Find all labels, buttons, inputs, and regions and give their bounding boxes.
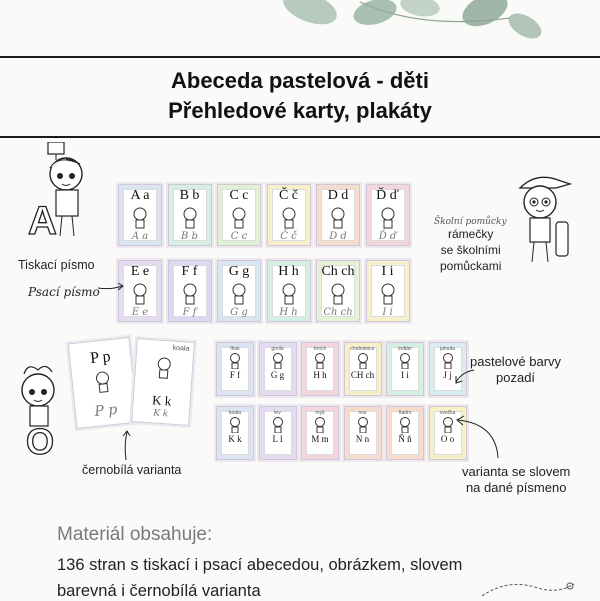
card-figure-icon — [93, 370, 113, 394]
label-pastelove-barvy: pastelové barvy pozadí — [470, 354, 562, 385]
pastel-card — [168, 184, 212, 246]
card-word: chobotnice — [350, 346, 375, 352]
pastel-card — [217, 184, 261, 246]
bw-card-k — [131, 338, 195, 426]
card-print-letter: A a — [130, 188, 150, 203]
word-card — [259, 342, 297, 396]
card-figure-icon — [271, 417, 285, 433]
card-cursive-letter: B b — [181, 231, 198, 242]
pastel-card — [118, 184, 162, 246]
card-print-letter: Č č — [278, 188, 299, 203]
card-print-letter: K k — [228, 434, 242, 444]
doodle-decoration — [478, 578, 578, 600]
card-print-letter: G g — [228, 264, 250, 279]
card-print-letter: Ch ch — [321, 264, 355, 279]
card-print-letter: N n — [355, 434, 370, 444]
pastel-card — [316, 184, 360, 246]
card-print-letter: F f — [229, 370, 241, 380]
word-card — [344, 342, 382, 396]
arrow-icon — [96, 280, 126, 296]
card-figure-icon — [313, 417, 327, 433]
card-word: jahoda — [439, 346, 455, 352]
card-cursive-letter: Č č — [280, 231, 297, 242]
card-cursive-letter: E e — [131, 307, 149, 318]
card-word: koala — [229, 410, 241, 416]
card-figure-icon — [131, 207, 149, 229]
pastel-card — [316, 260, 360, 322]
card-figure-icon — [230, 207, 248, 229]
card-cursive-letter: Ch ch — [323, 307, 353, 318]
girl-with-letter-o-illustration — [6, 362, 68, 458]
word-card — [301, 342, 339, 396]
card-print-letter: K k — [151, 392, 172, 409]
card-figure-icon — [280, 207, 298, 229]
boy-with-letter-a-illustration — [26, 142, 96, 242]
card-figure-icon — [398, 353, 412, 369]
card-figure-icon — [356, 353, 370, 369]
card-cursive-letter: A a — [131, 231, 149, 242]
card-print-letter: D d — [327, 188, 349, 203]
card-word: ňadro — [398, 410, 412, 416]
card-figure-icon — [280, 283, 298, 305]
pastel-card — [366, 260, 410, 322]
card-print-letter: L l — [272, 434, 283, 444]
svg-text:O: O — [26, 421, 55, 458]
card-figure-icon — [329, 207, 347, 229]
card-figure-icon — [181, 207, 199, 229]
label-cernobila: černobílá varianta — [82, 463, 182, 477]
card-cursive-letter: G g — [230, 307, 248, 318]
label-skolni-pomucky-script: Školní pomůcky — [434, 217, 507, 227]
label-psaci-pismo: Psací písmo — [28, 285, 100, 299]
pastel-card — [217, 260, 261, 322]
word-card — [386, 342, 424, 396]
card-cursive-letter: F f — [182, 307, 197, 318]
card-print-letter: E e — [130, 264, 150, 279]
boy-with-cap-illustration — [512, 170, 576, 266]
card-figure-icon — [313, 353, 327, 369]
page-title-line1: Abeceda pastelová - děti — [171, 68, 429, 93]
card-figure-icon — [228, 417, 242, 433]
card-word: nos — [358, 410, 367, 416]
arrow-curve-icon — [452, 414, 502, 460]
pastel-card — [267, 184, 311, 246]
material-line-2: barevná i černobílá varianta — [57, 582, 261, 600]
card-print-letter: M m — [311, 434, 329, 444]
label-ramecky: rámečky se školními pomůckami — [440, 227, 502, 273]
arrow-up-icon — [118, 428, 134, 462]
card-word: ovečka — [439, 410, 456, 416]
pastel-card — [366, 184, 410, 246]
card-cursive-letter: P p — [93, 401, 119, 420]
title-bottom-rule — [0, 136, 600, 138]
word-card — [301, 406, 339, 460]
card-cursive-letter: K k — [152, 408, 169, 420]
card-print-letter: C c — [229, 188, 249, 203]
word-card — [386, 406, 424, 460]
pastel-card — [168, 260, 212, 322]
page-title-line2: Přehledové karty, plakáty — [168, 98, 432, 123]
card-word: gorila — [271, 346, 284, 352]
eucalyptus-leaves-decoration — [270, 0, 600, 42]
word-card — [216, 342, 254, 396]
card-print-letter: B b — [179, 188, 200, 203]
card-figure-icon — [154, 356, 173, 379]
label-varianta-se-slovem: varianta se slovem na dané písmeno — [462, 464, 571, 495]
card-figure-icon — [398, 417, 412, 433]
card-figure-icon — [379, 283, 397, 305]
card-print-letter: I i — [381, 264, 394, 279]
word-card — [216, 406, 254, 460]
label-tiskaci-pismo: Tiskací písmo — [18, 258, 95, 272]
bw-card-p — [68, 337, 139, 429]
material-line-1: 136 stran s tiskací i psací abecedou, obrázkem, slovem — [57, 556, 463, 574]
card-word: koala — [172, 344, 190, 353]
card-figure-icon — [228, 353, 242, 369]
word-card — [259, 406, 297, 460]
svg-text:A: A — [28, 199, 57, 242]
card-figure-icon — [181, 283, 199, 305]
card-figure-icon — [329, 283, 347, 305]
card-word: hroch — [313, 346, 327, 352]
card-figure-icon — [356, 417, 370, 433]
pastel-card — [267, 260, 311, 322]
title-top-rule — [0, 56, 600, 58]
card-word: fňuk — [230, 346, 240, 352]
card-print-letter: P p — [89, 348, 112, 368]
card-print-letter: Ň ň — [398, 434, 412, 444]
card-figure-icon — [271, 353, 285, 369]
card-print-letter: O o — [440, 434, 455, 444]
card-print-letter: J j — [443, 370, 452, 380]
card-cursive-letter: Ď ď — [378, 231, 397, 242]
card-print-letter: CH ch — [350, 370, 375, 380]
card-word: lev — [274, 410, 281, 416]
card-cursive-letter: C c — [230, 231, 248, 242]
card-print-letter: H h — [278, 264, 299, 279]
card-figure-icon — [379, 207, 397, 229]
card-figure-icon — [230, 283, 248, 305]
card-figure-icon — [131, 283, 149, 305]
card-cursive-letter: I i — [382, 307, 393, 318]
card-word: indián — [398, 346, 412, 352]
card-cursive-letter: D d — [329, 231, 347, 242]
card-cursive-letter: H h — [279, 307, 298, 318]
card-word: myš — [315, 410, 325, 416]
card-print-letter: G g — [270, 370, 285, 380]
material-heading: Materiál obsahuje: — [57, 524, 213, 545]
word-card — [344, 406, 382, 460]
card-print-letter: H h — [313, 370, 327, 380]
card-print-letter: I i — [401, 370, 409, 380]
card-print-letter: Ď ď — [376, 188, 399, 203]
card-print-letter: F f — [181, 264, 198, 279]
